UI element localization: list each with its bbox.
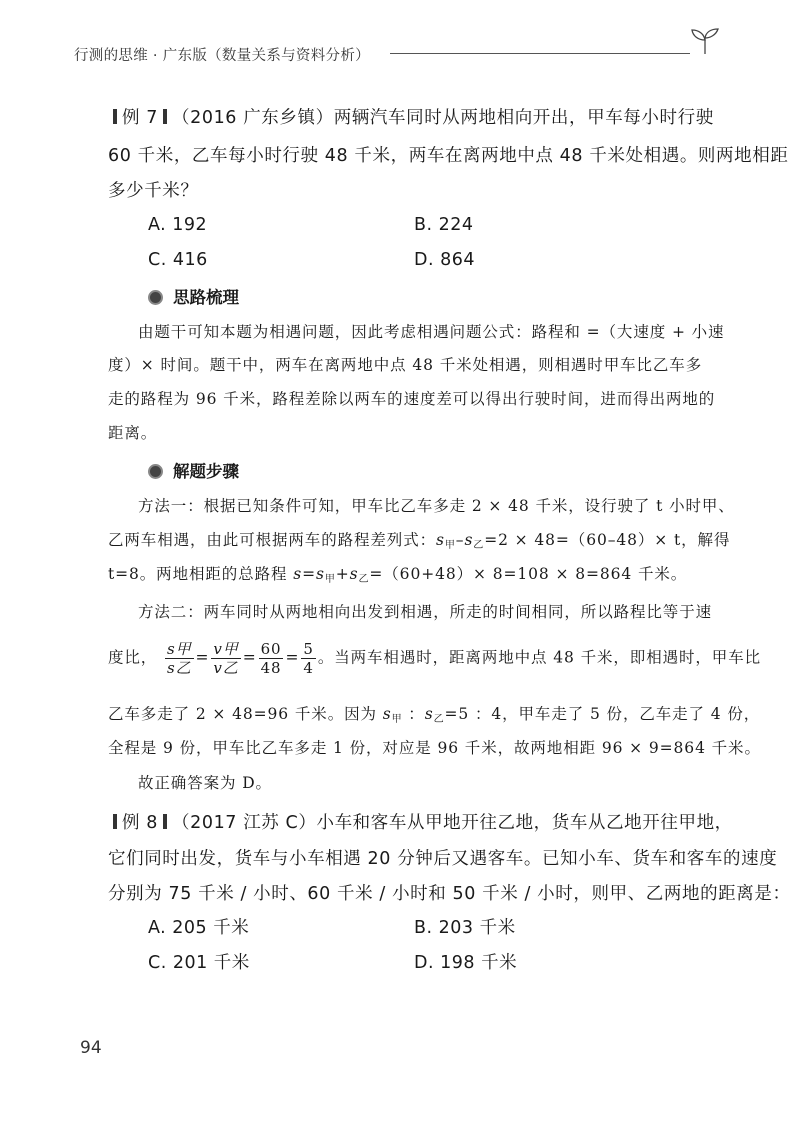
ex8-option-a: A. 205 千米 xyxy=(148,918,250,938)
method-2-line-3: 乙车多走了 2 × 48=96 千米。因为 $s_甲$ ：$s_乙=5$ ：4，甲车走了 5 份，乙车走了 4 份， xyxy=(108,705,761,725)
method-2-line-2: 度比， $\frac{\text{s甲}}{\text{s乙}}$ = $\frac{\text{v甲}}{\text{v乙}}$ = $\frac{60}{48}$ = $\frac{5}{4}$ 。当两车相遇时，距离两地中点 48 千米，即相遇时，甲车比 xyxy=(108,640,762,677)
tag-bar xyxy=(113,109,117,124)
option-a: A. 192 xyxy=(148,215,208,235)
ratio-fraction-v: $\frac{\text{v甲}}{\text{v乙}}$ xyxy=(213,640,239,677)
ratio-fraction-s: $\frac{\text{s甲}}{\text{s乙}}$ xyxy=(167,640,192,677)
analysis-line-1: 由题干可知本题为相遇问题，因此考虑相遇问题公式：路程和 =（大速度 + 小速 xyxy=(138,323,725,341)
section-analysis-heading: 思路梳理 xyxy=(148,286,239,310)
analysis-line-3: 走的路程为 96 千米，路程差除以两车的速度差可以得出行驶时间，进而得出两地的 xyxy=(108,390,716,408)
ratio-fraction-60-48: $\frac{60}{48}$ xyxy=(260,640,282,677)
example-7-line-2: 60 千米，乙车每小时行驶 48 千米，两车在离两地中点 48 千米处相遇。则两地相距 xyxy=(108,146,789,166)
running-header: 行测的思维 · 广东版（数量关系与资料分析） xyxy=(74,48,370,64)
tag-bar xyxy=(163,109,167,124)
method-1-line-3: t=8。两地相距的总路程 $s=s_甲+s_乙=(60+48)\times 8=108 \times 8=864$ 千米。 xyxy=(108,565,688,585)
method-2-line-4: 全程是 9 份，甲车比乙车多走 1 份，对应是 96 千米，故两地相距 96 × 9=864 千米。 xyxy=(108,739,761,757)
tag-bar xyxy=(113,814,117,829)
analysis-line-4: 距离。 xyxy=(108,424,158,442)
option-c: C. 416 xyxy=(148,250,208,270)
tag-bar xyxy=(163,814,167,829)
example-7-line-3: 多少千米？ xyxy=(108,181,199,201)
example-8-line-1: 例 8 （2017 江苏 C）小车和客车从甲地开往乙地，货车从乙地开往甲地， xyxy=(108,810,733,836)
section-solution-heading: 解题步骤 xyxy=(148,460,239,484)
example-7-line-1: 例 7 （2016 广东乡镇）两辆汽车同时从两地相向开出，甲车每小时行驶 xyxy=(108,105,714,131)
answer-line: 故正确答案为 D。 xyxy=(138,774,272,792)
method-1-line-1: 方法一：根据已知条件可知，甲车比乙车多走 2 × 48 千米，设行驶了 t 小时甲、 xyxy=(138,497,735,515)
sprout-icon xyxy=(688,26,722,56)
method-2-line-1: 方法二：两车同时从两地相向出发到相遇，所走的时间相同，所以路程比等于速 xyxy=(138,603,713,621)
section-bullet-icon xyxy=(148,290,163,305)
example-8-tag: 例 8 xyxy=(122,813,158,833)
option-d: D. 864 xyxy=(414,250,476,270)
example-7-tag: 例 7 xyxy=(122,108,158,128)
ex8-option-b: B. 203 千米 xyxy=(414,918,516,938)
ex8-option-d: D. 198 千米 xyxy=(414,953,518,973)
ex8-option-c: C. 201 千米 xyxy=(148,953,250,973)
ratio-fraction-5-4: $\frac{5}{4}$ xyxy=(303,640,314,677)
analysis-line-2: 度）× 时间。题干中，两车在离两地中点 48 千米处相遇，则相遇时甲车比乙车多 xyxy=(108,356,703,374)
method-1-line-2: 乙两车相遇，由此可根据两车的路程差列式：$s_甲-s_乙=2 \times 48=(60-48)\times t$，解得 xyxy=(108,531,731,551)
example-8-line-2: 它们同时出发，货车与小车相遇 20 分钟后又遇客车。已知小车、货车和客车的速度 xyxy=(108,849,778,869)
header-rule xyxy=(390,53,690,54)
example-8-line-3: 分别为 75 千米 / 小时、60 千米 / 小时和 50 千米 / 小时，则甲、乙两地的距离是： xyxy=(108,884,791,904)
option-b: B. 224 xyxy=(414,215,474,235)
section-bullet-icon xyxy=(148,464,163,479)
page-number: 94 xyxy=(80,1038,102,1058)
